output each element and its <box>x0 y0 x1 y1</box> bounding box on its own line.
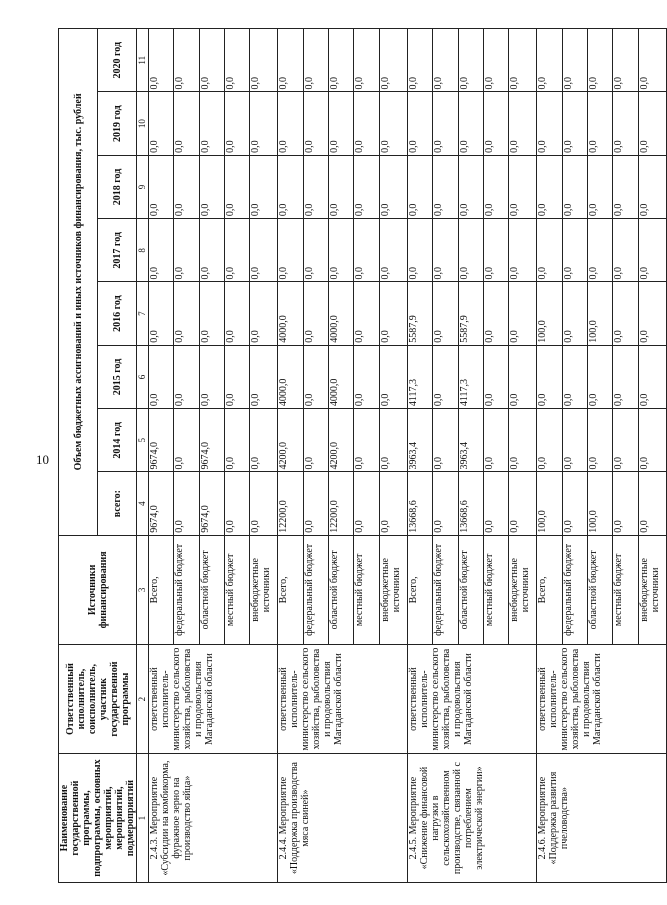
total-cell: 0,0 <box>354 472 379 535</box>
year-cell: 0,0 <box>638 409 666 472</box>
year-cell: 0,0 <box>278 219 303 282</box>
year-cell: 0,0 <box>509 345 537 408</box>
year-cell: 0,0 <box>588 219 613 282</box>
funding-source: Всего, <box>149 535 174 644</box>
year-cell: 0,0 <box>509 29 537 92</box>
year-cell: 0,0 <box>250 29 278 92</box>
year-cell: 0,0 <box>303 282 328 345</box>
year-cell: 0,0 <box>303 155 328 218</box>
header-year: 2020 год <box>98 29 137 92</box>
responsible-executor: ответственный исполнитель- министерство сельского хозяйства, рыболовства и продовольствия Магаданской области <box>278 644 407 753</box>
total-cell: 0,0 <box>250 472 278 535</box>
funding-source: областной бюджет <box>458 535 483 644</box>
header-year: 2019 год <box>98 92 137 155</box>
year-cell: 0,0 <box>537 345 562 408</box>
total-cell: 0,0 <box>509 472 537 535</box>
year-cell: 0,0 <box>458 219 483 282</box>
year-cell: 0,0 <box>224 409 249 472</box>
funding-source: местный бюджет <box>613 535 638 644</box>
total-cell: 0,0 <box>174 472 199 535</box>
total-cell: 0,0 <box>303 472 328 535</box>
year-cell: 0,0 <box>562 219 587 282</box>
column-index: 11 <box>137 29 149 92</box>
year-cell: 0,0 <box>278 155 303 218</box>
total-cell: 9674,0 <box>199 472 224 535</box>
column-index: 4 <box>137 472 149 535</box>
year-cell: 0,0 <box>303 219 328 282</box>
year-cell: 0,0 <box>224 282 249 345</box>
year-cell: 0,0 <box>149 345 174 408</box>
year-cell: 4000,0 <box>329 282 354 345</box>
year-cell: 0,0 <box>174 345 199 408</box>
year-cell: 0,0 <box>613 155 638 218</box>
year-cell: 4000,0 <box>329 345 354 408</box>
header-name: Наименование государственной программы, подпрограммы, основных мероприятий, мероприятий, подмероприятий <box>59 754 137 883</box>
funding-source: федеральный бюджет <box>174 535 199 644</box>
header-volume: Объем бюджетных ассигнований и иных источников финансирования, тыс. рублей <box>59 29 98 536</box>
year-cell: 0,0 <box>638 92 666 155</box>
funding-source: областной бюджет <box>199 535 224 644</box>
year-cell: 4117,3 <box>458 345 483 408</box>
year-cell: 0,0 <box>588 29 613 92</box>
year-cell: 0,0 <box>250 92 278 155</box>
year-cell: 4000,0 <box>278 345 303 408</box>
year-cell: 0,0 <box>537 219 562 282</box>
year-cell: 0,0 <box>638 219 666 282</box>
year-cell: 5587,9 <box>407 282 432 345</box>
year-cell: 0,0 <box>379 155 407 218</box>
year-cell: 0,0 <box>433 409 458 472</box>
year-cell: 0,0 <box>174 155 199 218</box>
responsible-executor: ответственный исполнитель- министерство сельского хозяйства, рыболовства и продовольствия Магаданской области <box>407 644 536 753</box>
activity-name: 2.4.3. Мероприятие «Субсидии на комбикорма, фуражное зерно на производство яйца» <box>149 754 278 883</box>
year-cell: 0,0 <box>224 155 249 218</box>
year-cell: 0,0 <box>588 155 613 218</box>
total-cell: 0,0 <box>379 472 407 535</box>
year-cell: 0,0 <box>588 409 613 472</box>
year-cell: 0,0 <box>638 155 666 218</box>
header-total: всего: <box>98 472 137 535</box>
funding-source: местный бюджет <box>483 535 508 644</box>
activity-name: 2.4.4. Мероприятие «Поддержка производства мяса свиней» <box>278 754 407 883</box>
year-cell: 0,0 <box>329 92 354 155</box>
funding-source: внебюджетные источники <box>509 535 537 644</box>
column-index: 6 <box>137 345 149 408</box>
total-cell: 100,0 <box>537 472 562 535</box>
header-sources: Источники финансирования <box>59 535 137 644</box>
year-cell: 0,0 <box>174 29 199 92</box>
year-cell: 0,0 <box>149 219 174 282</box>
funding-source: внебюджетные источники <box>638 535 666 644</box>
year-cell: 0,0 <box>407 155 432 218</box>
funding-source: областной бюджет <box>588 535 613 644</box>
funding-source: местный бюджет <box>224 535 249 644</box>
year-cell: 0,0 <box>562 282 587 345</box>
year-cell: 0,0 <box>562 155 587 218</box>
year-cell: 0,0 <box>199 92 224 155</box>
year-cell: 100,0 <box>588 282 613 345</box>
year-cell: 0,0 <box>303 29 328 92</box>
rotated-page <box>58 28 661 883</box>
total-cell: 9674,0 <box>149 472 174 535</box>
year-cell: 0,0 <box>562 29 587 92</box>
year-cell: 0,0 <box>224 219 249 282</box>
year-cell: 4000,0 <box>278 282 303 345</box>
year-cell: 9674,0 <box>199 409 224 472</box>
year-cell: 0,0 <box>483 29 508 92</box>
column-index: 5 <box>137 409 149 472</box>
year-cell: 0,0 <box>354 409 379 472</box>
year-cell: 0,0 <box>483 409 508 472</box>
year-cell: 0,0 <box>174 92 199 155</box>
funding-source: федеральный бюджет <box>433 535 458 644</box>
column-index: 9 <box>137 155 149 218</box>
year-cell: 0,0 <box>224 92 249 155</box>
year-cell: 0,0 <box>379 29 407 92</box>
total-cell: 0,0 <box>562 472 587 535</box>
year-cell: 0,0 <box>638 282 666 345</box>
funding-source: местный бюджет <box>354 535 379 644</box>
year-cell: 0,0 <box>199 219 224 282</box>
year-cell: 0,0 <box>588 92 613 155</box>
funding-source: внебюджетные источники <box>250 535 278 644</box>
year-cell: 3963,4 <box>407 409 432 472</box>
year-cell: 0,0 <box>303 345 328 408</box>
year-cell: 0,0 <box>537 155 562 218</box>
year-cell: 0,0 <box>407 219 432 282</box>
year-cell: 100,0 <box>537 282 562 345</box>
year-cell: 0,0 <box>379 92 407 155</box>
year-cell: 0,0 <box>509 282 537 345</box>
year-cell: 0,0 <box>354 345 379 408</box>
year-cell: 0,0 <box>199 345 224 408</box>
year-cell: 4200,0 <box>329 409 354 472</box>
year-cell: 0,0 <box>224 345 249 408</box>
year-cell: 0,0 <box>458 92 483 155</box>
year-cell: 0,0 <box>483 92 508 155</box>
header-year: 2016 год <box>98 282 137 345</box>
table-row <box>407 29 432 883</box>
year-cell: 0,0 <box>379 409 407 472</box>
year-cell: 0,0 <box>303 92 328 155</box>
year-cell: 0,0 <box>379 345 407 408</box>
table-row <box>149 29 174 883</box>
year-cell: 0,0 <box>458 29 483 92</box>
year-cell: 0,0 <box>250 282 278 345</box>
funding-source: федеральный бюджет <box>303 535 328 644</box>
year-cell: 0,0 <box>509 409 537 472</box>
year-cell: 9674,0 <box>149 409 174 472</box>
year-cell: 0,0 <box>174 282 199 345</box>
total-cell: 0,0 <box>483 472 508 535</box>
activity-name: 2.4.6. Мероприятие «Поддержка развития пчеловодства» <box>537 754 667 883</box>
total-cell: 12200,0 <box>329 472 354 535</box>
year-cell: 0,0 <box>174 219 199 282</box>
year-cell: 0,0 <box>199 155 224 218</box>
year-cell: 0,0 <box>149 92 174 155</box>
header-responsible: Ответственный исполнитель, соисполнитель, участник государственной программы <box>59 644 137 753</box>
total-cell: 100,0 <box>588 472 613 535</box>
funding-source: Всего, <box>407 535 432 644</box>
year-cell: 0,0 <box>613 282 638 345</box>
activity-name: 2.4.5. Мероприятие «Снижение финансовой нагрузки в сельскохозяйственном производстве, связанной с потреблением электрической энергии» <box>407 754 536 883</box>
year-cell: 0,0 <box>562 345 587 408</box>
year-cell: 0,0 <box>458 155 483 218</box>
year-cell: 0,0 <box>329 155 354 218</box>
year-cell: 5587,9 <box>458 282 483 345</box>
year-cell: 0,0 <box>613 345 638 408</box>
column-index: 8 <box>137 219 149 282</box>
year-cell: 0,0 <box>354 92 379 155</box>
year-cell: 0,0 <box>537 29 562 92</box>
year-cell: 0,0 <box>433 29 458 92</box>
year-cell: 0,0 <box>149 282 174 345</box>
year-cell: 0,0 <box>613 29 638 92</box>
year-cell: 4200,0 <box>278 409 303 472</box>
funding-source: Всего, <box>278 535 303 644</box>
year-cell: 0,0 <box>250 219 278 282</box>
year-cell: 0,0 <box>509 219 537 282</box>
total-cell: 13668,6 <box>458 472 483 535</box>
column-index: 1 <box>137 754 149 883</box>
year-cell: 0,0 <box>433 155 458 218</box>
funding-source: внебюджетные источники <box>379 535 407 644</box>
table-row <box>278 29 303 883</box>
responsible-executor: ответственный исполнитель- министерство сельского хозяйства, рыболовства и продовольствия Магаданской области <box>537 644 667 753</box>
header-year: 2018 год <box>98 155 137 218</box>
year-cell: 0,0 <box>433 345 458 408</box>
year-cell: 0,0 <box>149 155 174 218</box>
year-cell: 0,0 <box>562 409 587 472</box>
funding-source: федеральный бюджет <box>562 535 587 644</box>
year-cell: 0,0 <box>483 219 508 282</box>
table-body <box>149 29 667 883</box>
header-year: 2015 год <box>98 345 137 408</box>
year-cell: 0,0 <box>509 155 537 218</box>
page-number: 10 <box>36 452 49 467</box>
total-cell: 0,0 <box>613 472 638 535</box>
year-cell: 0,0 <box>250 409 278 472</box>
column-index: 10 <box>137 92 149 155</box>
year-cell: 0,0 <box>278 92 303 155</box>
funding-source: областной бюджет <box>329 535 354 644</box>
year-cell: 0,0 <box>562 92 587 155</box>
year-cell: 0,0 <box>199 282 224 345</box>
year-cell: 0,0 <box>638 345 666 408</box>
year-cell: 0,0 <box>250 155 278 218</box>
total-cell: 12200,0 <box>278 472 303 535</box>
year-cell: 0,0 <box>537 92 562 155</box>
year-cell: 0,0 <box>379 219 407 282</box>
year-cell: 0,0 <box>613 219 638 282</box>
total-cell: 0,0 <box>638 472 666 535</box>
year-cell: 0,0 <box>483 282 508 345</box>
column-index: 7 <box>137 282 149 345</box>
header-year: 2014 год <box>98 409 137 472</box>
year-cell: 0,0 <box>613 92 638 155</box>
column-index: 2 <box>137 644 149 753</box>
year-cell: 0,0 <box>407 29 432 92</box>
year-cell: 0,0 <box>354 29 379 92</box>
year-cell: 3963,4 <box>458 409 483 472</box>
year-cell: 0,0 <box>433 282 458 345</box>
year-cell: 0,0 <box>483 345 508 408</box>
year-cell: 0,0 <box>149 29 174 92</box>
year-cell: 0,0 <box>588 345 613 408</box>
year-cell: 0,0 <box>303 409 328 472</box>
total-cell: 13668,6 <box>407 472 432 535</box>
financing-table <box>58 28 667 883</box>
year-cell: 0,0 <box>638 29 666 92</box>
total-cell: 0,0 <box>224 472 249 535</box>
year-cell: 0,0 <box>379 282 407 345</box>
funding-source: Всего, <box>537 535 562 644</box>
year-cell: 0,0 <box>537 409 562 472</box>
year-cell: 0,0 <box>174 409 199 472</box>
header-year: 2017 год <box>98 219 137 282</box>
column-index: 3 <box>137 535 149 644</box>
year-cell: 0,0 <box>329 29 354 92</box>
year-cell: 0,0 <box>509 92 537 155</box>
year-cell: 0,0 <box>433 92 458 155</box>
year-cell: 0,0 <box>354 282 379 345</box>
table-row <box>537 29 562 883</box>
year-cell: 0,0 <box>278 29 303 92</box>
year-cell: 0,0 <box>224 29 249 92</box>
year-cell: 0,0 <box>483 155 508 218</box>
year-cell: 0,0 <box>613 409 638 472</box>
year-cell: 0,0 <box>354 219 379 282</box>
year-cell: 0,0 <box>199 29 224 92</box>
year-cell: 0,0 <box>433 219 458 282</box>
year-cell: 0,0 <box>329 219 354 282</box>
year-cell: 0,0 <box>407 92 432 155</box>
year-cell: 0,0 <box>354 155 379 218</box>
year-cell: 4117,3 <box>407 345 432 408</box>
total-cell: 0,0 <box>433 472 458 535</box>
year-cell: 0,0 <box>250 345 278 408</box>
responsible-executor: ответственный исполнитель- министерство сельского хозяйства, рыболовства и продовольствия Магаданской области <box>149 644 278 753</box>
column-index-row <box>137 29 149 883</box>
